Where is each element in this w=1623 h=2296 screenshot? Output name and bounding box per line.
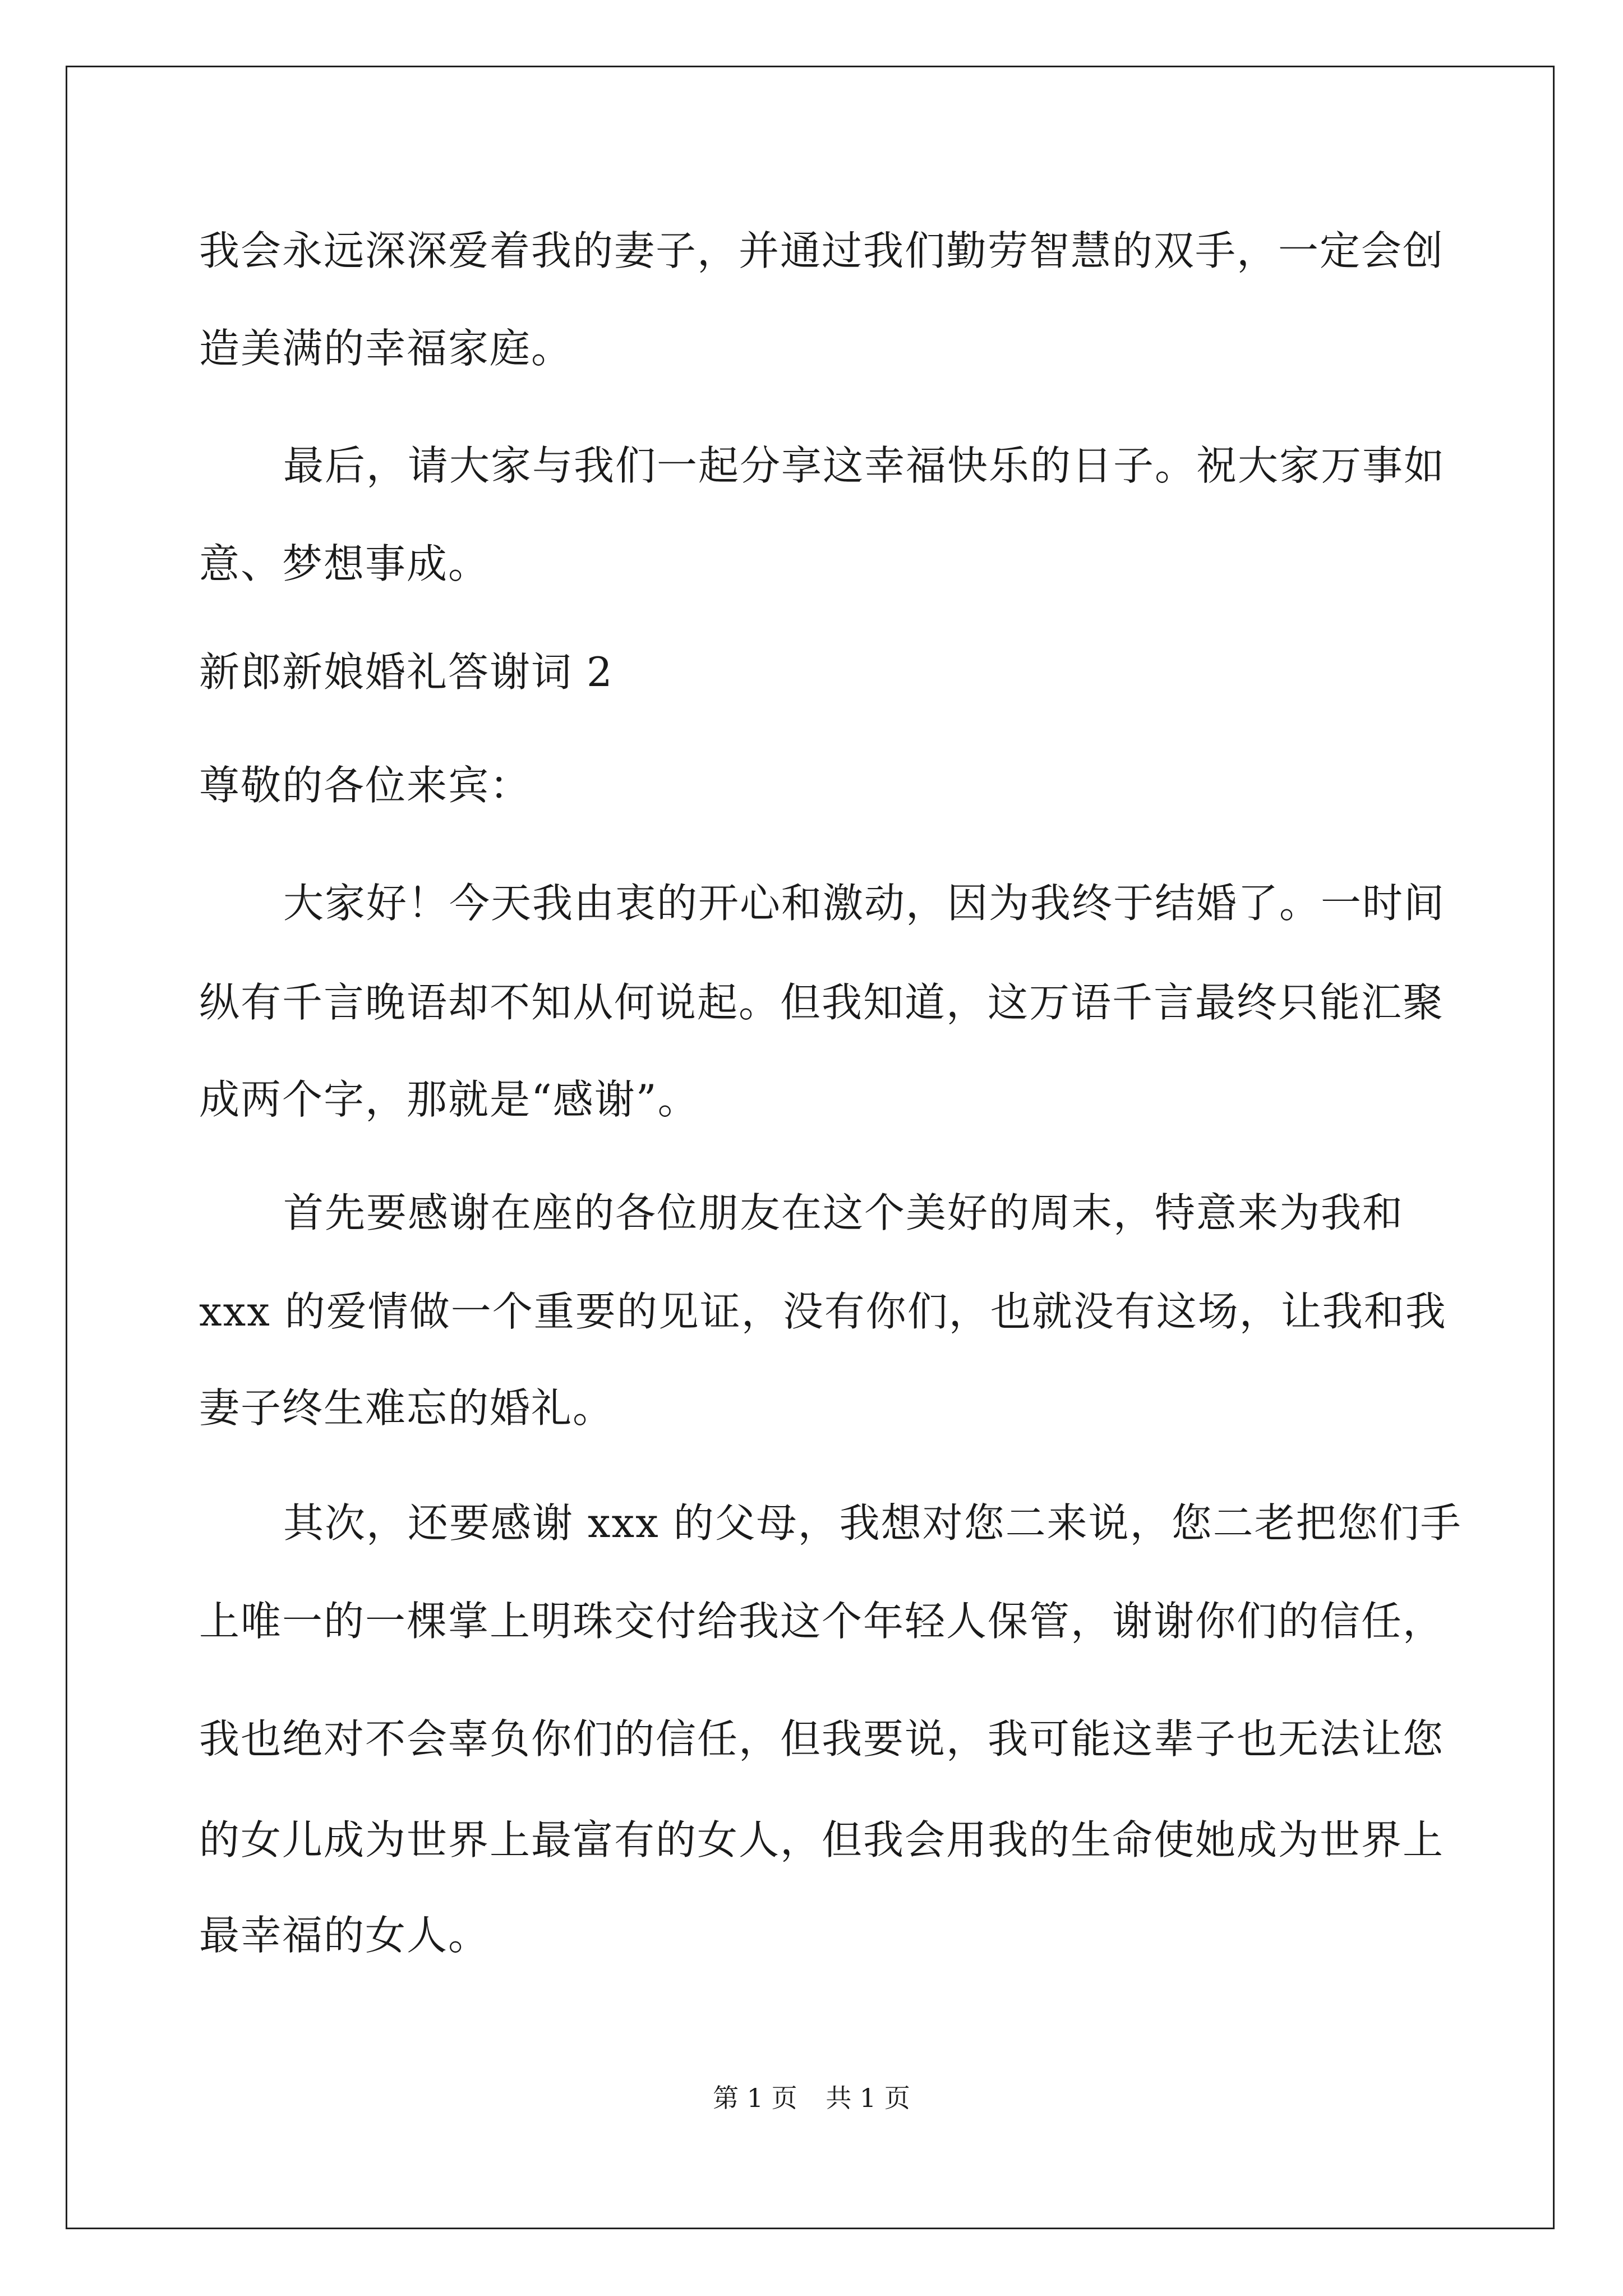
paragraph-line: 的女儿成为世界上最富有的女人，但我会用我的生命使她成为世界上 (199, 1816, 1445, 1864)
paragraph-line: 成两个字，那就是“感谢”。 (199, 1076, 699, 1123)
page-border (66, 66, 1555, 2229)
paragraph-line: 最后，请大家与我们一起分享这幸福快乐的日子。祝大家万事如 (283, 442, 1446, 489)
section-heading: 新郎新娘婚礼答谢词 2 (199, 648, 614, 696)
paragraph-line: 造美满的幸福家庭。 (199, 325, 573, 372)
page-footer (0, 2081, 1623, 2115)
page-total: 共 1 页 (826, 2083, 910, 2113)
paragraph-line: 纵有千言晚语却不知从何说起。但我知道，这万语千言最终只能汇聚 (199, 979, 1445, 1026)
paragraph-line: 最幸福的女人。 (199, 1912, 490, 1959)
paragraph-line: 我也绝对不会辜负你们的信任，但我要说，我可能这辈子也无法让您 (199, 1715, 1445, 1763)
paragraph-line: 其次，还要感谢 xxx 的父母，我想对您二来说，您二老把您们手 (283, 1499, 1462, 1547)
salutation: 尊敬的各位来宾： (199, 762, 532, 809)
paragraph-line: 意、梦想事成。 (199, 540, 490, 587)
paragraph-line: xxx 的爱情做一个重要的见证，没有你们，也就没有这场，让我和我 (199, 1288, 1447, 1335)
paragraph-line: 我会永远深深爱着我的妻子，并通过我们勤劳智慧的双手，一定会创 (199, 227, 1445, 274)
page-number: 第 1 页 (713, 2083, 797, 2113)
paragraph-line: 首先要感谢在座的各位朋友在这个美好的周末，特意来为我和 (283, 1189, 1404, 1236)
paragraph-line: 妻子终生难忘的婚礼。 (199, 1384, 615, 1432)
paragraph-line: 上唯一的一棵掌上明珠交付给我这个年轻人保管，谢谢你们的信任， (199, 1598, 1445, 1645)
paragraph-line: 大家好！今天我由衷的开心和激动，因为我终于结婚了。一时间 (283, 880, 1446, 927)
